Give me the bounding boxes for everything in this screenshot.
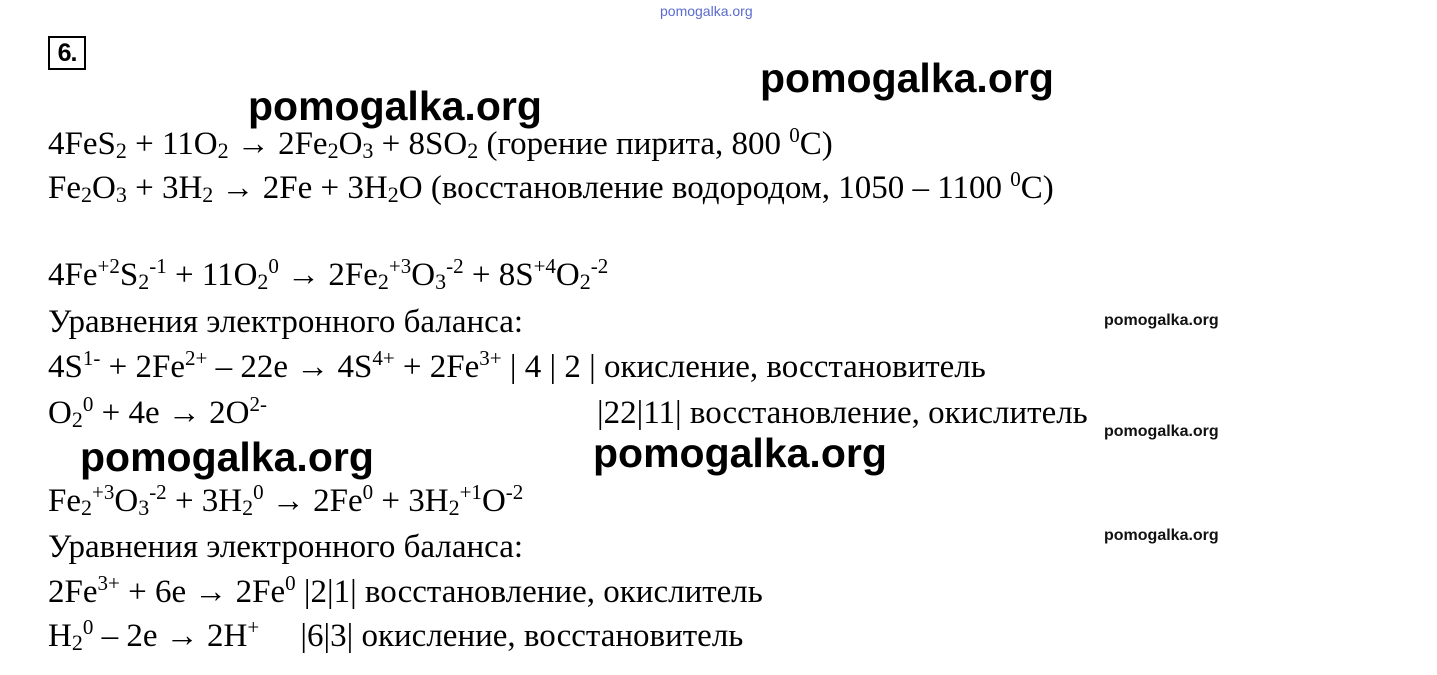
balance-equation-oxygen: $O_2^0 + 4e \to 2O^{2-}$ — [48, 392, 267, 432]
balance-label-2: Уравнения электронного баланса: — [48, 529, 524, 565]
reaction-hydrogen-reduction: $Fe_2O_3 + 3H_2 \to 2Fe + 3H_2O$ (восстановление водородом, 1050 – 1100 $^0$C) — [48, 167, 1054, 207]
watermark-top: pomogalka.org — [660, 3, 753, 19]
task-number-badge: 6. — [48, 36, 86, 70]
balance-oxygen-coefficients: |22|11| восстановление, окислитель — [597, 395, 1088, 431]
balance-equation-hydrogen: $H_2^0 - 2e \to 2H^+$ |6|3| окисление, восстановитель — [48, 615, 744, 655]
balance-label-1: Уравнения электронного баланса: — [48, 304, 524, 340]
watermark-small: pomogalka.org — [1104, 312, 1219, 329]
watermark-big: pomogalka.org — [593, 430, 887, 476]
reaction-pyrite-burning: $4FeS_2 + 11O_2 \to 2Fe_2O_3 + 8SO_2$ (горение пирита, 800 $^0$C) — [48, 123, 833, 163]
balance-equation-sulfur-iron: $4S^{1-} + 2Fe^{2+} - 22e \to 4S^{4+} + 2Fe^{3+}$ | 4 | 2 | окисление, восстановитель — [48, 346, 986, 385]
watermark-big: pomogalka.org — [80, 434, 374, 480]
balance-equation-iron: $2Fe^{3+} + 6e \to 2Fe^0$ |2|1| восстановление, окислитель — [48, 571, 763, 610]
watermark-big: pomogalka.org — [760, 55, 1054, 101]
reaction-oxidation-states-1: $4Fe^{+2}S_2^{-1} + 11O_2^0 \to 2Fe_2^{+3}O_3^{-2} + 8S^{+4}O_2^{-2}$ — [48, 254, 609, 294]
watermark-small: pomogalka.org — [1104, 527, 1219, 544]
watermark-big: pomogalka.org — [248, 83, 542, 129]
watermark-small: pomogalka.org — [1104, 423, 1219, 440]
reaction-oxidation-states-2: $Fe_2^{+3}O_3^{-2} + 3H_2^0 \to 2Fe^0 + 3H_2^{+1}O^{-2}$ — [48, 480, 524, 520]
